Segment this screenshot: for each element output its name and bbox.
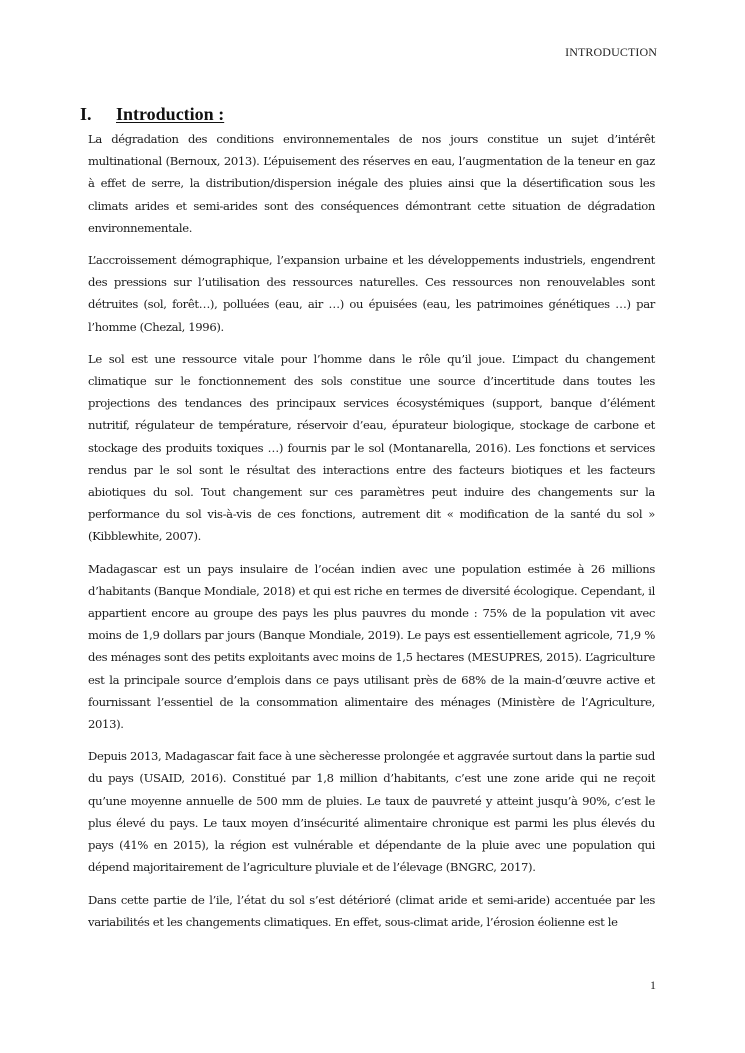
page-number: 1 [650, 978, 656, 992]
paragraph: Madagascar est un pays insulaire de l’océan indien avec une population estimée à 26 millions d’habitants (Banque Mondiale, 2018) et qui est riche en termes de diversité écologique. Cependant, il appartient encore au groupe des pays les plus pauvres du monde : 75% de la population vit avec moins de 1,9 dollars par jours (Banque Mondiale, 2019). Le pays est essentiellement agricole, 71,9 % des ménages sont des petits exploitants avec moins de 1,5 hectares (MESUPRES, 2015). L’agriculture est la principale source d’emplois dans ce pays utilisant près de 68% de la main-d’œuvre active et fournissant l’essentiel de la consommation alimentaire des ménages (Ministère de l’Agriculture, 2013). [88, 561, 655, 732]
running-header: INTRODUCTION [565, 45, 657, 59]
section-title: Introduction : [116, 104, 225, 124]
section-number: I. [80, 104, 92, 124]
paragraph: Le sol est une ressource vitale pour l’homme dans le rôle qu’il joue. L’impact du changement climatique sur le fonctionnement des sols constitue une source d’incertitude dans toutes les projections des tendances des principaux services écosystémiques (support, banque d’élément nutritif, régulateur de température, réservoir d’eau, épurateur biologique, stockage de carbone et stockage des produits toxiques …) fournis par le sol (Montanarella, 2016). Les fonctions et services rendus par le sol sont le résultat des interactions entre des facteurs biotiques et les facteurs abiotiques du sol. Tout changement sur ces paramètres peut induire des changements sur la performance du sol vis-à-vis de ces fonctions, autrement dit « modification de la santé du sol » (Kibblewhite, 2007). [88, 351, 655, 544]
paragraph: Depuis 2013, Madagascar fait face à une sècheresse prolongée et aggravée surtout dans la partie sud du pays (USAID, 2016). Constitué par 1,8 million d’habitants, c’est une zone aride qui ne reçoit qu’une moyenne annuelle de 500 mm de pluies. Le taux de pauvreté y atteint jusqu’à 90%, c’est le plus élevé du pays. Le taux moyen d’insécurité alimentaire chronique est parmi les plus élevés du pays (41% en 2015), la région est vulnérable et dépendante de la pluie avec une population qui dépend majoritairement de l’agriculture pluviale et de l’élevage (BNGRC, 2017). [88, 749, 655, 875]
section-heading [80, 104, 224, 125]
paragraph: Dans cette partie de l’ile, l’état du sol s’est détérioré (climat aride et semi-aride) accentuée par les variabilités et les changements climatiques. En effet, sous-climat aride, l’érosion éolienne est le [88, 892, 655, 929]
paragraph: La dégradation des conditions environnementales de nos jours constitue un sujet d’intérêt multinational (Bernoux, 2013). L’épuisement des réserves en eau, l’augmentation de la teneur en gaz à effet de serre, la distribution/dispersion inégale des pluies ainsi que la désertification sous les climats arides et semi-arides sont des conséquences démontrant cette situation de dégradation environnementale. [88, 132, 655, 235]
body-text [88, 128, 655, 943]
paragraph: L’accroissement démographique, l’expansion urbaine et les développements industriels, engendrent des pressions sur l’utilisation des ressources naturelles. Ces ressources non renouvelables sont détruites (sol, forêt…), polluées (eau, air …) ou épuisées (eau, les patrimoines génétiques …) par l’homme (Chezal, 1996). [88, 253, 655, 334]
